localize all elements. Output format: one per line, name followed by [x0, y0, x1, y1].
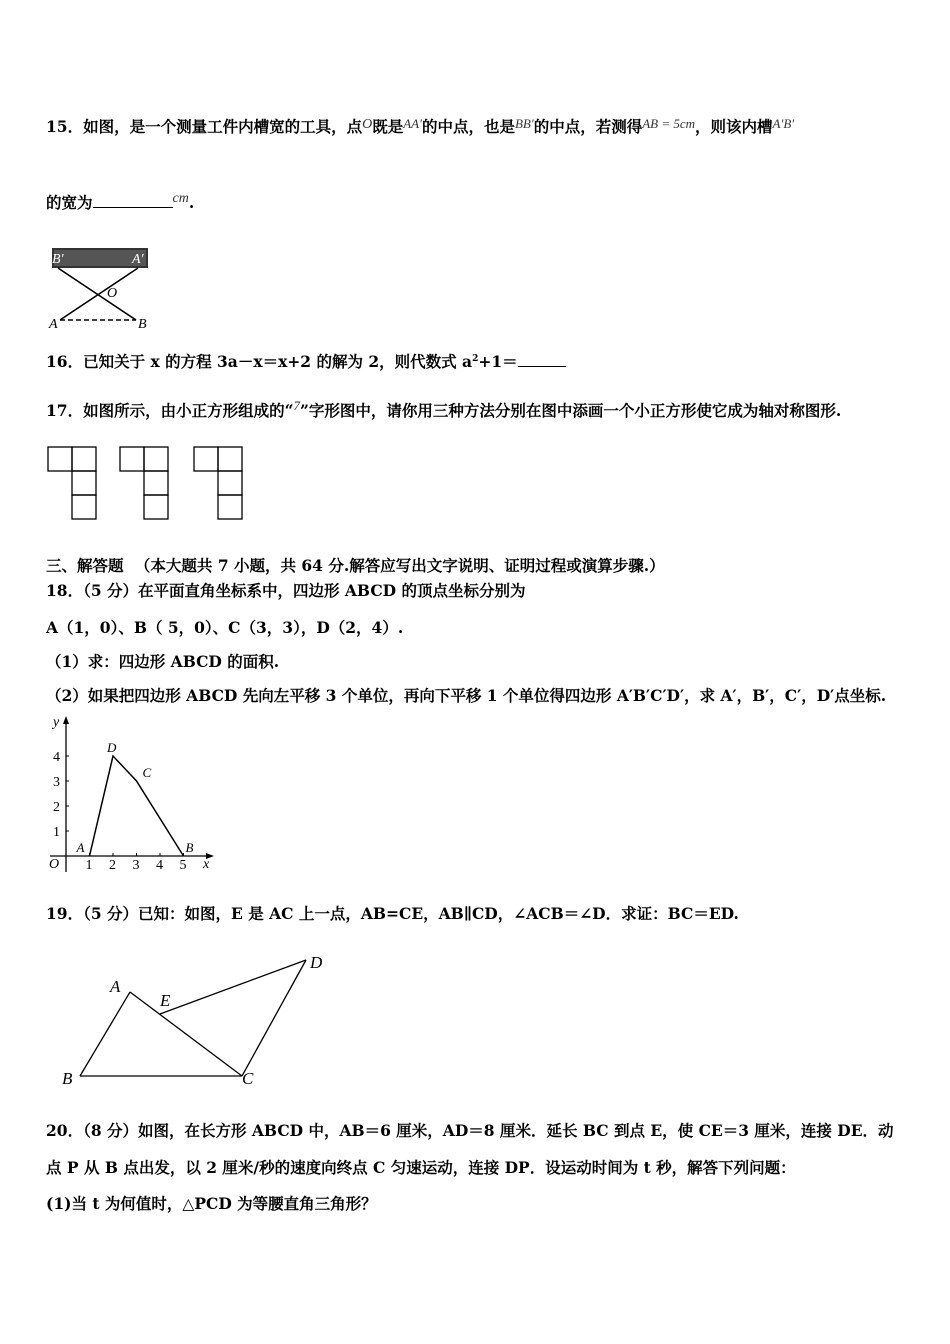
q15-label-a: A	[49, 317, 58, 332]
q18-line1: 18．（5 分）在平面直角坐标系中，四边形 ABCD 的顶点坐标分别为	[46, 581, 526, 600]
q15-line2: 的宽为 cm.	[46, 191, 195, 212]
q18-coordinate-graph	[40, 712, 220, 878]
q17-line: 17．如图所示，由小正方形组成的“$^7$”字形图中，请你用三种方法分别在图中添画一个小正方形使它成为轴对称图形.	[46, 398, 842, 420]
q17-grid-3	[194, 447, 242, 519]
q15-answer-blank	[93, 193, 173, 208]
section3-note: （本大题共 7 小题，共 64 分.解答应写出文字说明、证明过程或演算步骤.）	[134, 556, 665, 575]
q19-label-b: B	[62, 1069, 73, 1088]
q15-label-bprime: B′	[52, 252, 64, 267]
q18-x-tick-label: 4	[156, 858, 163, 873]
q15-unit: cm	[172, 191, 189, 206]
q15-aa: AA′	[403, 116, 422, 131]
q15-label-aprime: A′	[132, 252, 144, 267]
q15-label-b: B	[138, 317, 147, 332]
section3-header	[46, 556, 665, 576]
q18-x-tick-label: 2	[109, 858, 116, 873]
q17-grid-2	[120, 447, 168, 519]
q18-part2: （2）如果把四边形 ABCD 先向左平移 3 个单位，再向下平移 1 个单位得四边形 A′B′C′D′，求 A′，B′，C′，D′点坐标.	[46, 686, 887, 705]
q18-point-label-a: A	[76, 840, 85, 855]
q18-point-label-d: D	[107, 740, 117, 755]
q18-x-tick-label: 5	[179, 858, 187, 873]
q20-line3: (1)当 t 为何值时，△PCD 为等腰直角三角形？	[46, 1194, 377, 1213]
q15-line1: 15．如图，是一个测量工件内槽宽的工具，点O既是$^{AA'}$的中点，也是$^{BB'}$的中点，若测得$^{AB = 5cm}$，则该内槽$^{A'B'}$	[46, 116, 795, 136]
q16-line: 16．已知关于 x 的方程 3a－x＝x+2 的解为 2，则代数式 $a^2+1=$	[46, 349, 566, 372]
q20-line2: 点 P 从 B 点出发，以 2 厘米/秒的速度向终点 C 匀速运动，连接 DP．设运动时间为 t 秒，解答下列问题：	[46, 1158, 796, 1177]
q18-ticks	[53, 750, 187, 873]
q19-label-a: A	[110, 977, 121, 996]
q19-segment-ed	[160, 960, 306, 1014]
q18-quadrilateral	[90, 756, 184, 856]
q20-line1: 20．（8 分）如图，在长方形 ABCD 中，AB＝6 厘米，AD＝8 厘米．延长 BC 到点 E，使 CE＝3 厘米，连接 DE．动	[46, 1121, 894, 1140]
q18-y-arrow	[63, 716, 69, 724]
section3-title: 三、解答题	[46, 556, 124, 575]
q18-origin: O	[49, 857, 60, 872]
q19-label-d: D	[310, 953, 323, 972]
q17-grid-1	[48, 447, 96, 519]
q15-rod-2	[60, 268, 138, 320]
q18-x-tick-label: 3	[132, 858, 140, 873]
q19-label-e: E	[160, 991, 171, 1010]
q18-y-label: y	[53, 715, 60, 730]
q15-figure	[46, 244, 156, 332]
q18-line2: A（1，0）、B（ 5，0）、C（3，3），D（2，4）.	[46, 618, 404, 637]
q18-y-tick-label: 4	[53, 750, 60, 765]
q18-y-tick-label: 3	[53, 775, 60, 790]
q18-point-label-c: C	[142, 765, 152, 780]
q15-ab: AB = 5cm	[642, 116, 696, 131]
q18-y-tick-label: 1	[53, 825, 60, 840]
q16-answer-blank	[518, 352, 566, 367]
q19-label-c: C	[242, 1069, 254, 1088]
q15-bb: BB′	[514, 116, 534, 131]
q18-y-tick-label: 2	[53, 800, 60, 815]
q18-x-tick-label: 1	[85, 858, 93, 873]
q15-rod-1	[58, 268, 136, 320]
q15-label-o: O	[107, 286, 118, 301]
q19-segment-ba	[80, 992, 130, 1076]
q19-figure	[56, 948, 346, 1090]
q15-apbp: A′B′	[772, 116, 795, 131]
q18-point-label-b: B	[185, 840, 194, 855]
q18-x-label: x	[203, 857, 210, 872]
q17-seven: 7	[293, 398, 300, 413]
q15-point-o: O	[362, 117, 373, 132]
q18-part1: （1）求：四边形 ABCD 的面积.	[46, 652, 280, 671]
q17-figures	[46, 445, 256, 525]
q19-line: 19．（5 分）已知：如图，E 是 AC 上一点，AB=CE，AB∥CD，∠ACB＝∠D．求证：BC＝ED.	[46, 904, 739, 923]
q19-segment-cd	[242, 960, 306, 1076]
